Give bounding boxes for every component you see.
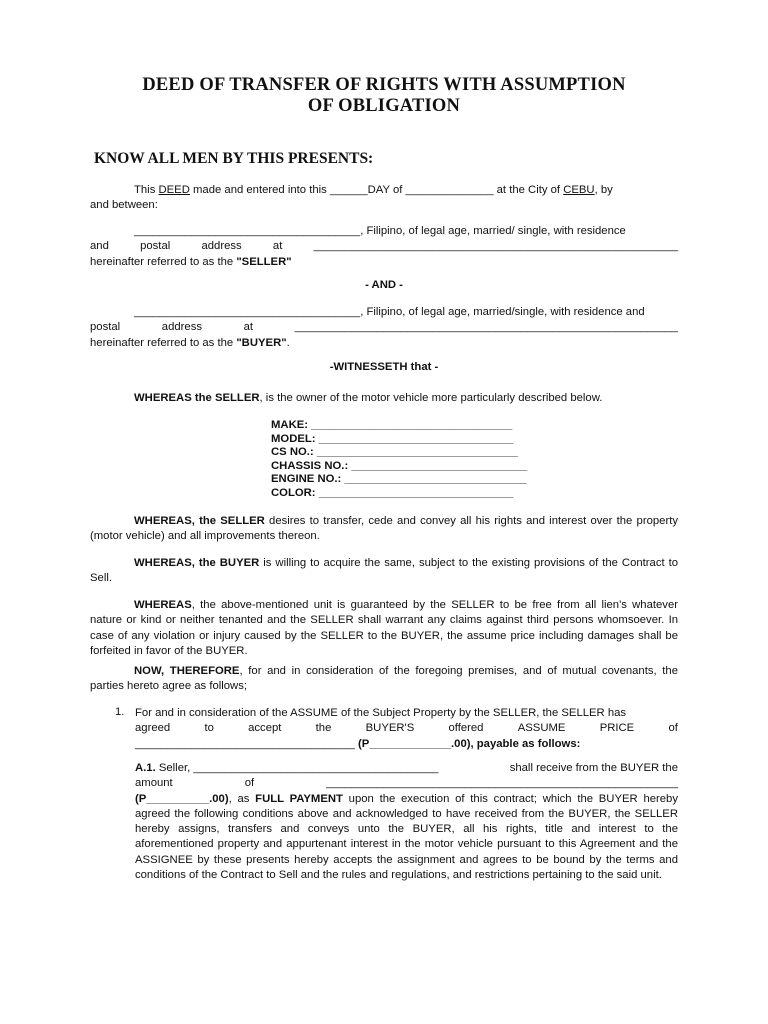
intro-city-pre: at the City of	[493, 184, 564, 196]
a1-seller-word: Seller,	[155, 762, 194, 774]
word-to: to	[204, 722, 214, 735]
cs-no-blank: ________________________________	[316, 446, 518, 459]
chassis-no-blank: ____________________________	[351, 459, 528, 472]
vehicle-make-line	[271, 419, 527, 433]
word-accept: accept	[248, 722, 282, 735]
seller-line1-rest: , Filipino, of legal age, married/ single, with residence	[360, 225, 626, 237]
model-label: MODEL:	[271, 432, 319, 445]
engine-no-label: ENGINE NO.:	[271, 473, 345, 486]
seller-ref-pre: hereinafter referred to as the	[90, 255, 237, 268]
intro-mid: made and entered into this	[189, 184, 330, 196]
vehicle-color-line	[271, 487, 527, 501]
whereas-transfer-paragraph	[90, 514, 678, 545]
word-of: of	[668, 722, 678, 735]
seller-address-blank: __________________________________________________________	[313, 240, 678, 253]
clause-a1	[135, 761, 678, 883]
seller-name-blank: ____________________________________	[134, 225, 361, 237]
buyer-address-blank: _____________________________________________________________	[294, 321, 678, 334]
seller-address-line	[90, 239, 678, 254]
know-all-men-heading: KNOW ALL MEN BY THIS PRESENTS:	[94, 150, 374, 167]
whereas-owner-text: , is the owner of the motor vehicle more particularly described below.	[259, 392, 603, 404]
seller-ref: "SELLER"	[236, 255, 292, 268]
color-blank: _______________________________	[318, 486, 514, 499]
item-1-line-3	[135, 737, 678, 752]
vehicle-engine-line	[271, 473, 527, 487]
whereas-transfer-text: desires to transfer, cede and convey all his rights and interest over the property (motor vehicle) and all improvements thereon.	[90, 515, 678, 543]
seller-address-word: address	[201, 240, 242, 253]
witnesseth-heading: -WITNESSETH that -	[329, 361, 439, 373]
intro-paragraph	[90, 183, 678, 214]
a1-line-1	[135, 761, 678, 776]
now-therefore-lead: NOW, THEREFORE	[134, 665, 240, 677]
a1-body-text: upon the execution of this contract; which the BUYER hereby agreed the following conditions above and acknowledged to have received from the BUYER, the SELLER hereby assigns, transfers and conveys unto the BUYER, all his rights, title and interest to the aforementioned property and appurtenant interest in the motor vehicle pursuant to this Agreement and the ASSIGNEE by these presents hereby accepts the assignment and agrees to be bound by the terms and conditions of the Contract to Sell and the rules and regulations, and restrictions pertaining to the said unit.	[135, 792, 678, 882]
vehicle-cs-line	[271, 446, 527, 460]
word-price: PRICE	[599, 722, 635, 735]
buyer-address-line	[90, 320, 678, 335]
chassis-no-label: CHASSIS NO.:	[271, 459, 352, 472]
seller-at: at	[272, 240, 283, 253]
buyer-name-blank: ____________________________________	[134, 306, 361, 318]
item-1-body	[135, 706, 678, 752]
cs-no-label: CS NO.:	[271, 446, 317, 459]
intro-day: DAY of	[367, 184, 406, 196]
engine-no-blank: _____________________________	[344, 473, 527, 486]
whereas-guarantee-lead: WHEREAS	[134, 599, 192, 611]
whereas-owner-lead: WHEREAS the SELLER	[134, 392, 260, 404]
deed-word: DEED	[158, 184, 190, 196]
buyer-at: at	[243, 321, 254, 334]
word-buyers: BUYER'S	[365, 722, 415, 735]
a1-receive-text: shall receive from the BUYER the	[509, 762, 678, 774]
buyer-address-word: address	[161, 321, 202, 334]
vehicle-model-line	[271, 433, 527, 447]
a1-full-payment: FULL PAYMENT	[255, 792, 343, 805]
a1-line-2	[135, 776, 678, 791]
a1-label: A.1.	[135, 762, 156, 774]
item-1-number: 1.	[115, 706, 125, 718]
a1-as: , as	[228, 792, 256, 805]
buyer-line1-rest: , Filipino, of legal age, married/single, with residence and	[360, 306, 645, 318]
now-therefore-paragraph	[90, 664, 678, 695]
buyer-paragraph	[90, 305, 678, 351]
word-offered: offered	[448, 722, 484, 735]
buyer-ref-end: .	[286, 336, 290, 349]
word-agreed: agreed	[135, 722, 171, 735]
seller-paragraph	[90, 224, 678, 270]
whereas-transfer-lead: WHEREAS, the SELLER	[134, 515, 265, 527]
intro-by: , by	[594, 184, 613, 196]
seller-postal: postal	[140, 240, 171, 253]
a1-payment-blank: (P__________.00)	[135, 792, 229, 805]
price-words-blank: ___________________________________	[135, 737, 355, 750]
item-1-line-2	[135, 721, 678, 736]
make-blank: ________________________________	[311, 419, 513, 431]
intro-this: This	[134, 184, 159, 196]
now-therefore-text: , for and in consideration of the foregoing premises, and of mutual covenants, the parties hereto agree as follows;	[90, 665, 678, 693]
and-separator: - AND -	[365, 279, 403, 291]
payable-as-follows: , payable as follows:	[470, 737, 581, 750]
price-figure-blank: (P_____________.00)	[358, 737, 471, 750]
make-label: MAKE:	[271, 419, 312, 431]
word-the: the	[315, 722, 332, 735]
a1-of-word: of	[244, 777, 255, 790]
whereas-guarantee-text: , the above-mentioned unit is guaranteed by the SELLER to be free from all lien's whatever nature or kind or neither tenanted and the SELLER shall warrant any claims against third persons whomsoever. In case of any violation or injury caused by the SELLER to the BUYER, the assume price including damages shall be forfeited in favor of the BUYER.	[90, 599, 678, 657]
buyer-postal: postal	[90, 321, 121, 334]
whereas-acquire-paragraph	[90, 556, 678, 587]
item-1-line-1: For and in consideration of the ASSUME of the Subject Property by the SELLER, the SELLER has	[135, 707, 627, 719]
day-blank: ______	[329, 184, 368, 196]
title-line-1: DEED OF TRANSFER OF RIGHTS WITH ASSUMPTION	[142, 75, 626, 95]
word-assume: ASSUME	[517, 722, 566, 735]
buyer-ref: "BUYER"	[236, 336, 287, 349]
document-title	[60, 75, 708, 117]
month-blank: ______________	[405, 184, 494, 196]
buyer-ref-pre: hereinafter referred to as the	[90, 336, 237, 349]
a1-seller-blank: _______________________________________	[193, 762, 439, 774]
a1-amount-blank: ________________________________________________________	[326, 777, 678, 790]
whereas-guarantee-paragraph	[90, 598, 678, 659]
a1-body	[135, 792, 678, 884]
and-between: and between:	[90, 199, 158, 212]
vehicle-chassis-line	[271, 460, 527, 474]
whereas-owner-paragraph	[90, 391, 678, 406]
city-name: CEBU	[563, 184, 595, 196]
whereas-acquire-lead: WHEREAS, the BUYER	[134, 557, 260, 569]
seller-and: and	[90, 240, 109, 253]
vehicle-details-list	[271, 419, 527, 501]
title-line-2: OF OBLIGATION	[307, 96, 461, 116]
whereas-acquire-text: is willing to acquire the same, subject to the existing provisions of the Contract to Sell.	[90, 557, 678, 585]
a1-amount-word: amount	[135, 777, 173, 790]
model-blank: _______________________________	[318, 432, 514, 445]
color-label: COLOR:	[271, 486, 319, 499]
